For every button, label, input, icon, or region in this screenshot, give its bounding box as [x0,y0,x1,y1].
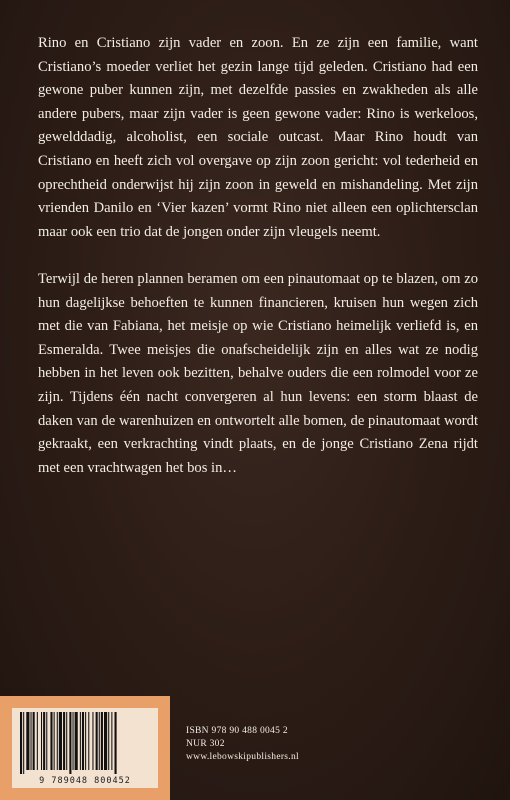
barcode-bar [96,712,98,770]
barcode-bar [63,712,65,770]
barcode-bar [92,712,93,770]
barcode-bar [37,712,38,770]
blurb-paragraph-2: Terwijl de heren plannen beramen om een pinautomaat op te blazen, om zo hun dagelijkse behoeften te kunnen financieren, kruisen hun wegen zich met die van Fabiana, het meisje op wie Cristiano heimelijk verliefd is, en Esmeralda. Twee meisjes die onafscheidelijk zijn en alles wat ze nodig hebben in het leven ook bezitten, behalve ouders die een rolmodel voor ze zijn. Tijdens één nacht convergeren al hun levens: een storm blaast de daken van de warenhuizen en ontwortelt alle bomen, de pinautomaat wordt gekraakt, een verkrachting vindt plaats, en de jonge Cristiano Zena rijdt met een vrachtwagen het bos in… [38,270,478,476]
blurb-paragraph-1: Rino en Cristiano zijn vader en zoon. En ze zijn een familie, want Cristiano’s moeder verliet het gezin lange tijd geleden. Cristiano had een gewone puber kunnen zijn, met dezelfde passies en zwakheden als alle andere pubers, maar zijn vader is geen gewone vader: Rino is werkeloos, gewelddadig, alcoholist, een sociale outcast. Maar Rino houdt van Cristiano en heeft zich vol overgave op zijn zoon gericht: vol tederheid en oprechtheid onderwijst hij zijn zoon in geweld en mishandeling. Met zijn vrienden Danilo en ‘Vier kazen’ vormt Rino niet alleen een oplichtersclan maar ook een trio dat de jongen onder zijn vleugels neemt. [38,35,478,240]
isbn-text: ISBN 978 90 488 0045 2 [186,726,288,736]
barcode-bar [50,712,52,770]
barcode-bar [46,712,47,770]
barcode-bar [41,712,42,770]
barcode-bar [33,712,35,770]
barcode [12,708,158,788]
barcode-bar [101,712,103,770]
blurb-text [38,32,478,504]
barcode-bar [99,712,100,770]
barcode-bar [108,712,109,770]
barcode-bar [111,712,112,770]
barcode-digits: 9 789048 800452 [39,776,131,786]
barcode-bar [80,712,81,770]
barcode-bar [85,712,86,770]
publisher-website-link[interactable]: www.lebowskipublishers.nl [186,752,299,762]
barcode-bar [82,712,84,770]
publisher-info [186,725,299,764]
barcode-bar [26,712,29,770]
barcode-bars [12,708,158,774]
barcode-bar [104,712,107,770]
barcode-bar [54,712,55,770]
barcode-bar [75,712,78,770]
barcode-bar [66,712,67,770]
barcode-bar [20,712,22,774]
barcode-label [0,696,170,800]
barcode-bar [57,712,58,770]
barcode-bar [88,712,89,770]
barcode-bar [43,712,45,770]
barcode-bar [115,712,117,774]
barcode-bar [59,712,62,770]
barcode-bar [69,712,71,774]
barcode-bar [23,712,24,774]
barcode-bar [31,712,32,770]
barcode-bar [73,712,74,770]
nur-text: NUR 302 [186,739,225,749]
